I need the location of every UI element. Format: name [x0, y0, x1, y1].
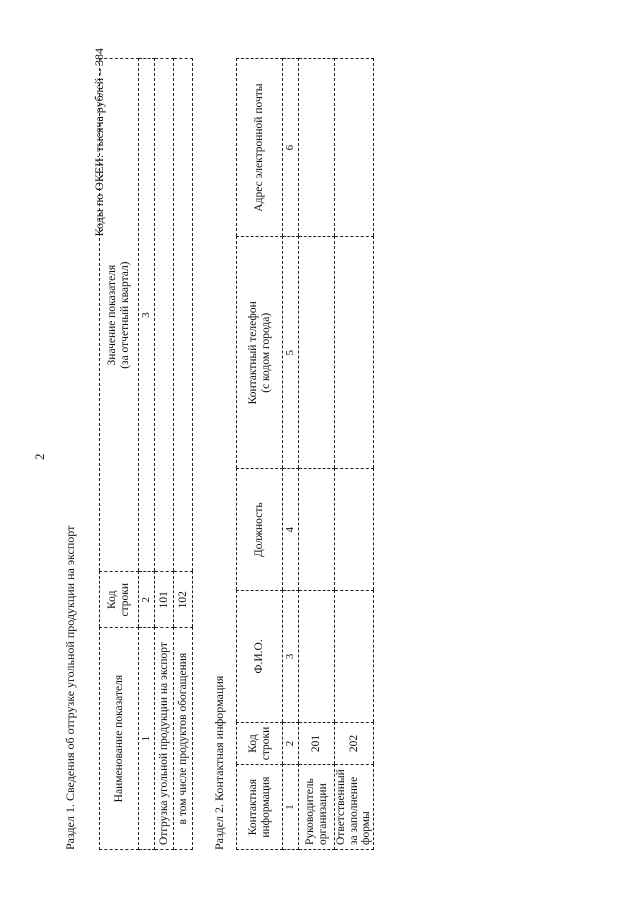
col-number: 3 — [283, 591, 299, 723]
row-code: 102 — [174, 572, 193, 628]
col-number: 2 — [283, 722, 299, 765]
header-phone: Контактный телефон (с кодом города) — [237, 237, 283, 469]
header-indicator-value: Значение показателя (за отчетный квартал) — [100, 59, 139, 572]
contact-label: Руководитель организации — [299, 765, 335, 850]
section1-title: Раздел 1. Сведения об отгрузке угольной продукции на экспорт — [63, 525, 77, 850]
phone-cell[interactable] — [335, 237, 374, 469]
row-code: 101 — [155, 572, 174, 628]
col-number: 5 — [283, 237, 299, 469]
table-row — [299, 59, 335, 850]
header-fio: Ф.И.О. — [237, 591, 283, 723]
email-cell[interactable] — [299, 59, 335, 237]
col-number: 2 — [139, 572, 155, 628]
row-code: 202 — [335, 722, 374, 765]
header-indicator-name: Наименование показателя — [100, 628, 139, 850]
col-number: 1 — [283, 765, 299, 850]
col-number: 1 — [139, 628, 155, 850]
col-number: 6 — [283, 59, 299, 237]
value-cell[interactable] — [174, 59, 193, 572]
row-name: в том числе продуктов обогащения — [174, 628, 193, 850]
section1-header-row — [100, 59, 139, 850]
fio-cell[interactable] — [335, 591, 374, 723]
col-number: 3 — [139, 59, 155, 572]
section1-number-row — [139, 59, 155, 850]
fio-cell[interactable] — [299, 591, 335, 723]
table-row — [155, 59, 174, 850]
position-cell[interactable] — [299, 469, 335, 591]
header-row-code: Код строки — [237, 722, 283, 765]
section2-header-row — [237, 59, 283, 850]
header-row-code: Код строки — [100, 572, 139, 628]
table-row — [174, 59, 193, 850]
row-code: 201 — [299, 722, 335, 765]
units-line: Коды по ОКЕИ: тысяча рублей – 384 — [92, 48, 106, 237]
table-row — [335, 59, 374, 850]
header-contact-info: Контактная информация — [237, 765, 283, 850]
header-email: Адрес электронной почты — [237, 59, 283, 237]
section1-table — [99, 58, 193, 850]
section2-number-row — [283, 59, 299, 850]
position-cell[interactable] — [335, 469, 374, 591]
phone-cell[interactable] — [299, 237, 335, 469]
row-name: Отгрузка угольной продукции на экспорт — [155, 628, 174, 850]
header-position: Должность — [237, 469, 283, 591]
value-cell[interactable] — [155, 59, 174, 572]
contact-label: Ответственный за заполнение формы — [335, 765, 374, 850]
section2-table — [236, 58, 374, 850]
col-number: 4 — [283, 469, 299, 591]
section2-title: Раздел 2. Контактная информация — [212, 675, 226, 850]
page-number: 2 — [32, 453, 47, 460]
email-cell[interactable] — [335, 59, 374, 237]
